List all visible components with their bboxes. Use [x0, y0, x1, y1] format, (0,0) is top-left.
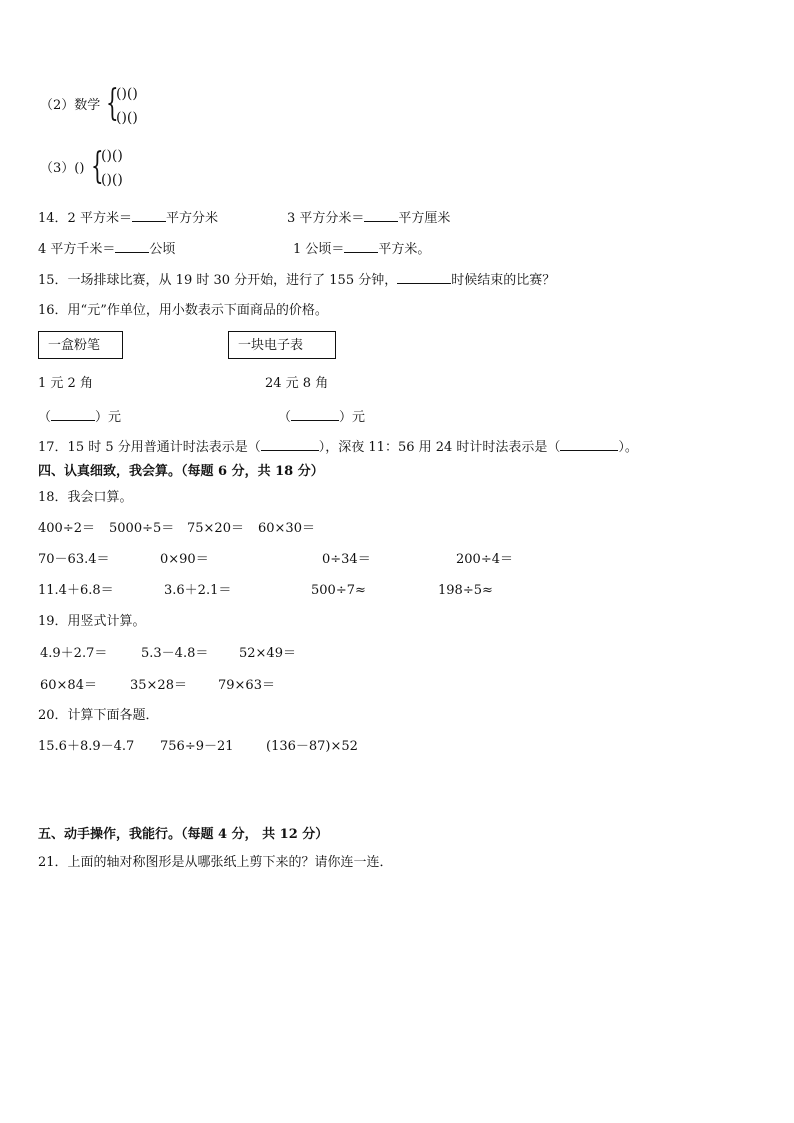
q2-bottom-blanks[interactable]: ()()	[116, 110, 138, 126]
q18-r3c1: 11.4＋6.8＝	[38, 583, 114, 598]
q16-item-chalk: 一盒粉笔	[38, 331, 123, 359]
q16-item-watch: 一块电子表	[228, 331, 336, 359]
q18-r2c2: 0×90＝	[160, 552, 209, 567]
q21-stem: 21．上面的轴对称图形是从哪张纸上剪下来的？请你连一连．	[38, 855, 393, 870]
q14-c-blank[interactable]	[115, 240, 149, 253]
q20-c2: 756÷9－21	[160, 739, 234, 754]
q19-r2c3: 79×63＝	[218, 678, 275, 693]
q16-answer2-blank[interactable]	[291, 408, 339, 421]
q14-d: 1 公顷＝ 平方米。	[293, 242, 431, 257]
section5-heading: 五、动手操作，我能行。（每题 4 分， 共 12 分）	[38, 827, 329, 842]
q19-stem: 19．用竖式计算。	[38, 614, 146, 629]
q16-answer1: （ ）元	[38, 410, 122, 425]
q14-d-blank[interactable]	[344, 240, 378, 253]
q16-answer1-blank[interactable]	[51, 408, 95, 421]
q2-brace: {	[106, 83, 119, 124]
q20-c1: 15.6＋8.9－4.7	[38, 739, 135, 754]
q14-b: 3 平方分米＝ 平方厘米	[287, 211, 451, 226]
q16-price2: 24 元 8 角	[265, 376, 329, 391]
q18-stem: 18．我会口算。	[38, 490, 133, 505]
q18-r2c3: 0÷34＝	[322, 552, 371, 567]
q16-stem: 16．用“元”作单位，用小数表示下面商品的价格。	[38, 303, 328, 318]
q3-top-blanks[interactable]: ()()	[101, 148, 123, 164]
section4-heading: 四、认真细致，我会算。（每题 6 分，共 18 分）	[38, 464, 324, 479]
q19-r1c1: 4.9＋2.7＝	[40, 646, 108, 661]
q15: 15．一场排球比赛，从 19 时 30 分开始，进行了 155 分钟， 时候结束的比赛？	[38, 273, 556, 288]
q18-r3c3: 500÷7≈	[311, 583, 366, 598]
q18-r1c4: 60×30＝	[258, 521, 315, 536]
q18-r3c4: 198÷5≈	[438, 583, 493, 598]
q19-r2c1: 60×84＝	[40, 678, 97, 693]
q18-r1c2: 5000÷5＝	[109, 521, 175, 536]
q20-stem: 20．计算下面各题．	[38, 708, 159, 723]
q20-c3: (136－87)×52	[266, 739, 358, 754]
q3-bottom-blanks[interactable]: ()()	[101, 172, 123, 188]
q3-label: （3）()	[40, 161, 85, 176]
q14-a: 14．2 平方米＝ 平方分米	[38, 211, 218, 226]
q18-r1c1: 400÷2＝	[38, 521, 95, 536]
q14-b-blank[interactable]	[364, 209, 398, 222]
q14-a-blank[interactable]	[132, 209, 166, 222]
q2-top-blanks[interactable]: ()()	[116, 86, 138, 102]
q18-r2c4: 200÷4＝	[456, 552, 513, 567]
q19-r2c2: 35×28＝	[130, 678, 187, 693]
q17: 17．15 时 5 分用普通计时法表示是（ ），深夜 11：56 用 24 时计时法表示是（ ）。	[38, 440, 638, 455]
q2-label: （2）数学	[40, 98, 101, 113]
q14-c: 4 平方千米＝ 公顷	[38, 242, 176, 257]
q18-r3c2: 3.6＋2.1＝	[164, 583, 232, 598]
q17-blank1[interactable]	[261, 438, 319, 451]
q18-r1c3: 75×20＝	[187, 521, 244, 536]
q3-brace: {	[91, 146, 104, 187]
q18-r2c1: 70－63.4＝	[38, 552, 110, 567]
q19-r1c2: 5.3－4.8＝	[141, 646, 209, 661]
q15-blank[interactable]	[397, 271, 451, 284]
q19-r1c3: 52×49＝	[239, 646, 296, 661]
q17-blank2[interactable]	[560, 438, 618, 451]
q16-answer2: （ ）元	[278, 410, 366, 425]
q16-price1: 1 元 2 角	[38, 376, 93, 391]
